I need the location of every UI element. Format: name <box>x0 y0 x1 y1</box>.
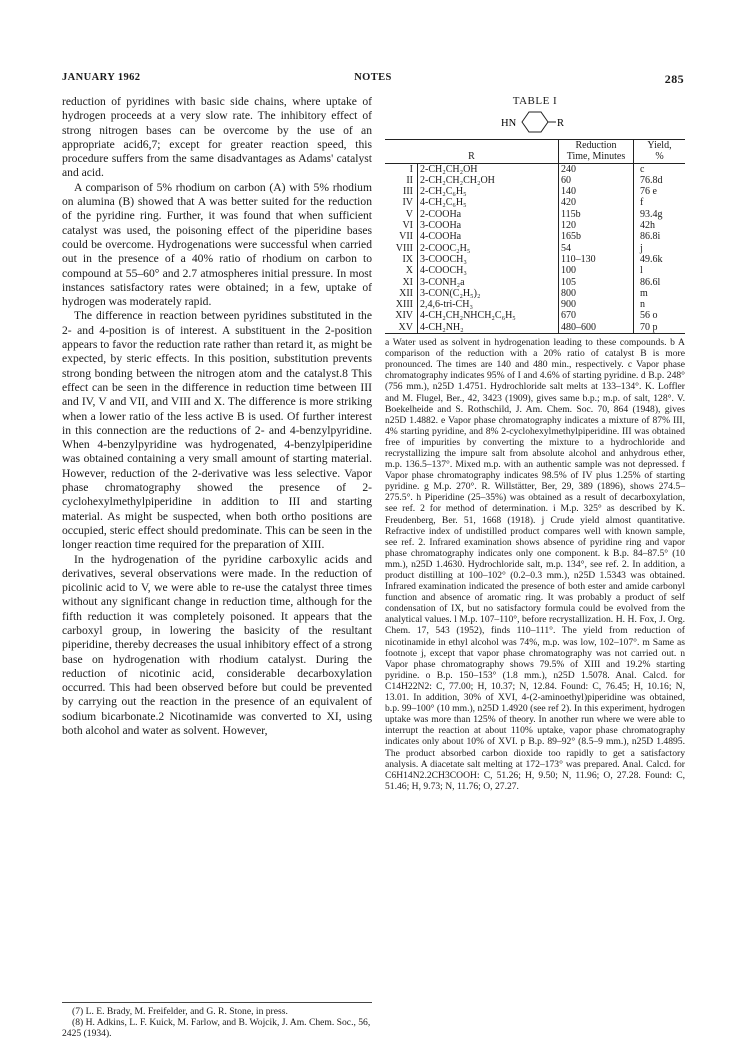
table-row <box>385 277 685 288</box>
yield-value: l <box>640 265 643 277</box>
yield-value: 70 p <box>640 321 658 333</box>
piperidine-structure-icon <box>500 109 570 135</box>
substituent-r: 2-CH₂CH₂CH₂OH <box>418 175 559 186</box>
paragraph: In the hydrogenation of the pyridine carboxylic acids and derivatives, several observations were made. In the reduction of picolinic acid to V, we were able to re-use the catalyst three times without any significant change in reduction time, although for the fifth reduction it was completely poisoned. It appears that the carboxyl group, in lowering the basicity of the resultant piperidine, thereby decreases the usual inhibitory effect of a strong base on hydrogenation with rhodium catalyst. During the reduction of nicotinic acid, considerable decarboxylation occurred. This had been observed before but could be prevented by carrying out the reaction in the presence of an equivalent of sodium bicarbonate.2 Nicotinamide was converted to XI, using both alcohol and water as solvent. However, <box>62 552 372 738</box>
substituent-r: 2-CH₂CH₂OH <box>418 163 559 175</box>
compound-number: II <box>385 175 418 186</box>
column-header-yield-line1: Yield, <box>647 140 672 151</box>
substituent-r: 4-COOCH₃ <box>418 265 559 276</box>
table-row <box>385 231 685 242</box>
column-header-time <box>559 140 634 164</box>
column-header-yield <box>634 140 686 164</box>
column-header-time-line2: Time, Minutes <box>566 151 626 163</box>
paragraph: The difference in reaction between pyridines substituted in the 2- and 4-position is of interest. A substituent in the 2-position appears to favor the reduction rate rather than retard it, as might be expected, by steric effects. In this position, substitution prevents strong bonding between the nitrogen atom and the catalyst.8 This effect can be seen in the difference in reduction time between III and IV, V and VII, and VIII and X. The difference is more striking when a lower ratio of the less active B is used. Of further interest in this connection are the reductions of 2- and 4-benzylpyridine. When 4-benzylpyridine was hydrogenated, 4-benzylpiperidine was obtained containing a very small amount of starting material. However, reduction of the 2-derivative was less selective. Vapor phase chromatography showed the presence of 2-cyclohexylmethylpiperidine in addition to III and starting material. As might be suspected, when both ortho positions are occupied, steric effect should predominate. This can be seen in the longer reaction time required for the preparation of XIII. <box>62 309 373 552</box>
reduction-time: 140 <box>559 186 634 197</box>
compound-number: IV <box>385 197 418 208</box>
paragraph: reduction of pyridines with basic side chains, where uptake of hydrogen proceeds at a very slow rate. The inhibitory effect of strong nitrogen bases can be overcome by the use of an appropriate acid6,7; except for greater reaction speed, this procedure suffers from the same disadvantages as Adams' catalyst and acid. <box>62 95 372 180</box>
yield-value: c <box>640 163 645 175</box>
substituent-r: 4-CH₂C₆H₅ <box>418 197 559 208</box>
table-title: TABLE I <box>512 95 558 107</box>
compound-number: VI <box>385 220 418 231</box>
table-row <box>385 175 685 186</box>
structure-nh-label: HN <box>501 118 517 129</box>
table-row <box>385 310 685 321</box>
table-notes-text: a Water used as solvent in hydrogenation leading to these compounds. b A comparison of the reduction with a 20% ratio of catalyst B is more pronounced. The times are 140 and 480 min., respectively. c Vapor phase chromatography indicates 95% of I and 4.6% of starting pyridine. d B.p. 248° (756 mm.), n25D 1.4751. Hydrochloride salt melts at 133–134°. K. Loffler and M. Flugel, Ber., 42, 3423 (1909), gives same b.p.; m.p. of salt, 128°. V. Boekelheide and S. Rothschild, J. Am. Chem. Soc. 70, 864 (1948), gives n25D 1.4882. e Vapor phase chromatography indicates a mixture of 87% III, 4% starting pyridine, and 8% 2-cyclohexylmethylpiperidine. III was obtained free of impurities by converting the mixture to a hydrochloride and recrystallizing the impure salt from absolute alcohol and anhydrous ether, m.p. 136.5–137°. Mixed m.p. with an authentic sample was not depressed. f Vapor phase chromatography indicates 98.5% of IV plus 1.25% of starting pyridine. g M.p. 270°. R. Willstätter, Ber, 29, 389 (1896), shows 274.5–275.5°. h Piperidine (25–35%) was obtained as a result of decarboxylation, see ref. 2 for method of determination. i M.p. 325° as described by K. Freudenberg, Ber. 51, 1668 (1918). j Crude yield almost quantitative. Refractive index of undistilled product compares well with known sample, see ref. 2. Infrared examination shows absence of pyridine ring and vapor phase chromatography indicates only one component. k B.p. 84–87.5° (10 mm.), n25D 1.4630. Hydrochloride salt, m.p. 134°, see ref. 2. In addition, a product distilling at 100–102° (0.2–0.3 mm.), n25D 1.5343 was obtained. Infrared examination indicated the presence of both ester and amide carbonyl function and absence of aromatic ring. It was probably a product of self condensation of IX, but no satisfactory formula could be evolved from the analytical values. l M.p. 107–110°, before recrystallization. H. H. Fox, J. Org. Chem. 17, 543 (1952), finds 110–111°. The yield from reduction of nicotinamide in ethyl alcohol was 74%, m.p. was low, 102–107°. m Same as footnote j, except that vapor phase chromatography was not carried out. n Vapor phase chromatography shows 79.5% of XIII and 19.2% starting pyridine. o B.p. 150–153° (1.8 mm.), n25D 1.5078. Anal. Calcd. for C14H22N2: C, 77.00; H, 10.37; N, 12.84. Found: C, 76.45; H, 10.16; N, 13.01. In addition, 30% of XVI, 4-(2-aminoethyl)piperidine was obtained, b.p. 99–100° (10 mm.), n25D 1.4920 (see ref 2). In this experiment, hydrogen uptake was more than 125% of theory. In another run where we were able to interrupt the reaction at about 110% uptake, vapor phase chromatography indicates only about 10% of XVI. p B.p. 89–92° (8.5–9 mm.), n25D 1.4895. The product absorbed carbon dioxide too rapidly to get a satisfactory analysis. A diacetate salt melting at 172–173° was prepared. Anal. Calcd. for C6H14N2.2CH3COOH: C, 51.26; H, 9.50; N, 11.96; O, 27.28. Found: C, 51.46; H, 9.73; N, 11.76; O, 27.27. <box>385 337 685 792</box>
compound-number: I <box>385 163 418 175</box>
compound-number: V <box>385 209 418 220</box>
reduction-time: 100 <box>559 265 634 276</box>
header-section: NOTES <box>354 72 392 83</box>
compound-number: XII <box>385 288 418 299</box>
substituent-r: 3-COOCH₃ <box>418 254 559 265</box>
table-row <box>385 220 685 231</box>
yield-value: j <box>640 242 643 254</box>
reduction-time: 480–600 <box>559 322 634 334</box>
table-row <box>385 299 685 310</box>
reduction-time: 900 <box>559 299 634 310</box>
body-text-left-column <box>62 95 372 1025</box>
reference-item: (8) H. Adkins, L. F. Kuick, M. Farlow, and B. Wojcik, J. Am. Chem. Soc., 56, 2425 (1934). <box>62 1017 371 1039</box>
table-body <box>385 163 685 333</box>
structure-r-label: R <box>557 118 565 129</box>
reduction-time: 60 <box>559 175 634 186</box>
compound-number: VIII <box>385 243 418 254</box>
reduction-time: 165b <box>559 231 634 242</box>
column-header-yield-line2: % <box>655 151 664 163</box>
compound-number: XIV <box>385 310 418 321</box>
substituent-r: 2-CH₂C₆H₅ <box>418 186 559 197</box>
substituent-r: 2-COOHa <box>418 209 559 220</box>
running-header <box>62 72 684 86</box>
substituent-r: 2-COOC₂H₅ <box>418 243 559 254</box>
reduction-time: 800 <box>559 288 634 299</box>
table-row <box>385 265 685 276</box>
reduction-time: 670 <box>559 310 634 321</box>
yield-value: 56 o <box>640 310 658 322</box>
yield-value: 49.6k <box>640 253 663 265</box>
page-number: 285 <box>664 72 684 86</box>
reduction-time: 120 <box>559 220 634 231</box>
reduction-time: 115b <box>559 209 634 220</box>
substituent-r: 3-CONH₂a <box>418 277 559 288</box>
reduction-time: 54 <box>559 243 634 254</box>
compound-number: XI <box>385 277 418 288</box>
table-row <box>385 322 685 334</box>
table-row <box>385 197 685 208</box>
compound-number: VII <box>385 231 418 242</box>
column-header-time-line1: Reduction <box>575 140 617 151</box>
substituent-r: 2,4,6-tri-CH₃ <box>418 299 559 310</box>
yield-value: 93.4g <box>640 208 663 220</box>
table-row <box>385 243 685 254</box>
table-row <box>385 186 685 197</box>
reduction-time: 105 <box>559 277 634 288</box>
column-header-r: R <box>385 140 559 164</box>
compound-number: IX <box>385 254 418 265</box>
table-column <box>385 95 685 1025</box>
substituent-r: 4-COOHa <box>418 231 559 242</box>
compound-number: XV <box>385 322 418 334</box>
compound-number: XIII <box>385 299 418 310</box>
table-row <box>385 254 685 265</box>
header-date: JANUARY 1962 <box>62 72 141 83</box>
substituent-r: 4-CH₂NH₂ <box>418 322 559 334</box>
substituent-r: 3-CON(C₂H₅)₂ <box>418 288 559 299</box>
table-row <box>385 163 685 175</box>
substituent-r: 3-COOHa <box>418 220 559 231</box>
compound-number: X <box>385 265 418 276</box>
table-row <box>385 209 685 220</box>
paragraph: A comparison of 5% rhodium on carbon (A) with 5% rhodium on alumina (B) showed that A was better suited for the reduction of the pyridine ring. Further, it was found that when sufficient catalyst was used, the poisoning effect of the piperidine bases could be overcome. Hydrogenations were successful when carried out in the presence of a 40% ratio of rhodium on carbon to compound at 55–60° and 2.7 atmospheres initial pressure. In most instances satisfactory rates were obtained; in a few, uptake of hydrogen was moderately rapid. <box>62 180 372 309</box>
footnote-references <box>62 1002 372 1039</box>
compound-number: III <box>385 186 418 197</box>
reference-item: (7) L. E. Brady, M. Freifelder, and G. R. Stone, in press. <box>72 1006 288 1017</box>
yield-value: 42h <box>640 220 655 232</box>
table-row <box>385 288 685 299</box>
reduction-time: 110–130 <box>559 254 634 265</box>
yield-value: n <box>640 299 645 311</box>
yield-value: 76.8d <box>640 174 663 186</box>
substituent-r: 4-CH₂CH₂NHCH₂C₆H₅ <box>418 310 559 321</box>
yield-value: 76 e <box>640 186 657 198</box>
reduction-table <box>385 139 685 334</box>
yield-value: 86.8i <box>640 231 661 243</box>
yield-value: 86.6l <box>640 276 661 288</box>
reduction-time: 240 <box>559 163 634 175</box>
table-footnotes <box>385 337 685 792</box>
yield-value: m <box>640 287 648 299</box>
reduction-time: 420 <box>559 197 634 208</box>
yield-value: f <box>640 197 644 209</box>
